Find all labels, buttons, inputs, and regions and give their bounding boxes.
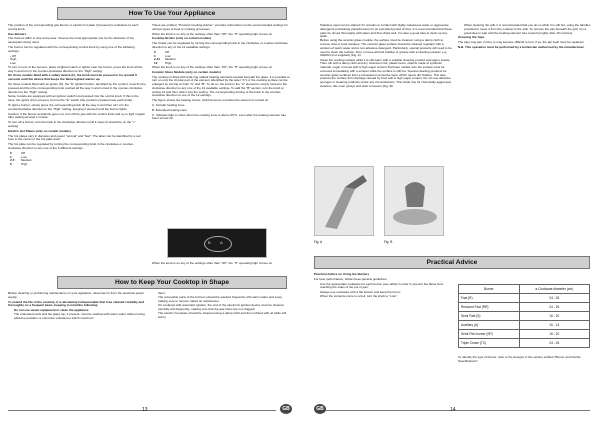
right-column-2 [458,24,592,209]
list-item: • them; [158,292,290,296]
list-item: • When cleaning the grill, it is recommended that you do so while it is still hot, using the handles provided to move it from the cooktop to the sink. To remove the pan beneath the grill, it is a good idea to wait until the heating element has cooled (roughly after 15 minutes). [464,24,592,35]
list-item: • Use the appropriate cookware for each burner (see table) in order to prevent the flame from reaching the sides of the pot or pan; [320,283,450,291]
paragraph: To turn off a burner, turn the knob in the clockwise direction until it stops (it should be on the "•" setting). [8,120,136,128]
paragraph: When the knob is on any of the settings other than "Off", the "H" operating light comes on. [152,262,273,265]
greasing-title: Greasing the Taps [458,35,485,40]
section-header-use: How To Use Your Appliance [57,7,287,20]
setting-item: 2-11 Medium [154,57,176,62]
bullet-list [158,292,290,319]
paragraph: Some models are equipped with an ignition switch incorporated into the control knob. If this is the case, the ignitor (D) is present, but not the "E" switch (the symbol is located near each knob). [8,94,139,103]
paragraph: On those models fitted with an ignitor (D), the "E" ignition button, identified by the symbol, must first be pressed and then the corresponding knob pushed all the way in and turned in the counter-clockwise direction to the "High" setting. [8,82,146,94]
table-row [459,294,590,303]
paragraph: When the knob is on any of the settings other than "Off", the "H" operating light comes on. [152,64,273,69]
paragraph: C. Indicator light to show when the cooking zone is above 60°C, even after the heating element has been turned off. [152,112,286,121]
paragraph: The position of the corresponding gas burner or electric hot plate (if present) is indicated on each control knob. [8,24,139,31]
setting-item: 1 Low [154,53,171,58]
burner-cell: Semi Fast (S) [459,312,520,321]
table-row [459,339,590,348]
section-header-maintenance: How to Keep Your Cooktop in Shape [57,276,287,289]
language-badge: GB [314,404,326,414]
paragraph: The cooktop is fitted with dual-ring radiant heating elements located beneath the glass. It is possible to turn on only the circular part of the element (identified by the letter "A") or the cooking surface can be enlarged by turning on both "A" and "B". To do so, the knob in the "A" element is simply turned in the clockwise direction to any one of the 12 available settings. To add the "B" section, turn the knob to setting 12 and then click it into the setting. The corresponding turning of the knob in the counter-clockwise direction to one of the 12 settings. [152,74,290,98]
greasing-note: N.B. This operation must be performed by a technician authorised by the manufacturer. [458,44,585,49]
table-note: To identify the type of burner, refer to the designs in the section entitled "Burner and Nozzle Specifications". [458,356,581,363]
paragraph: The hot plate can be regulated by turning the corresponding knob in the clockwise or counter-clockwise direction to any one of the 6 different settings: [8,142,135,150]
table-head-diameter: ø Cookware diameter (cm) [519,285,589,294]
paragraph: B. Extended heating zone [152,107,187,112]
table-head-burner: Burner [459,285,520,294]
bullet-list [320,283,450,299]
table-row [459,312,590,321]
diameter-cell: 16 - 20 [519,330,589,339]
paragraph: A. Circular heating zone [152,103,185,107]
setting-item: 0 Off [154,49,170,54]
diameter-cell: 10 - 14 [519,321,589,330]
paragraph: Ceramic Glass Module (only on certain models) [152,69,221,74]
paragraph: The burners differ in size and power. Choose the most appropriate one for the diameter of the saucepans being used. [8,36,134,45]
list-item: • The removable parts of the burners should be washed frequently with warm water and soap, making sure to remove caked on substances; [158,296,290,304]
diameter-cell: 16 - 20 [519,312,589,321]
list-item: • The enameled parts and the glass top, if present, must be washed with warm water without using abrasive powders or corrosive substances which could ruin [14,313,146,321]
paragraph: Electric Hot Plates (only on certain models) [8,128,71,133]
paragraph: To extend the life of the cooktop, it is absolutely indispensable that it be cleaned carefully and thoroughly on a frequent basis, keeping in mind the following: [8,299,145,308]
left-column-2 [152,24,290,129]
table-row [459,321,590,330]
footer-rule [324,410,590,411]
diameter-cell: 24 - 26 [519,294,589,303]
bullet-list [14,309,146,321]
setting-item: Low [10,61,16,66]
fig-b-caption: Fig. B [384,240,393,244]
advice-intro: For best performance, follow these general guidelines: [314,276,388,281]
paragraph: These are entitled, "Protocol Cooking Advice", provides information on the recommended settings for various types of food or cooking processes. [152,24,288,31]
paragraph: The broiler can be regulated by turning the corresponding knob in the clockwise or counter-clockwise direction to any of the 12 available settings: [152,41,288,50]
setting-list [152,51,290,66]
diameter-cell: 24 - 26 [519,339,589,348]
fig-b-image [384,166,444,236]
setting-item: 12 High [154,61,172,66]
paragraph: When the knob is on any of the settings other than "Off", the "H" operating light comes on. [152,31,273,36]
paragraph: Cooktop Broiler (only on certain models) [152,36,212,41]
ceramic-module-figure [167,228,267,258]
advice-title: Practical Advice on Using the Burners [314,273,370,276]
fig-a-image [314,166,374,236]
fig-a-caption: Fig. A [314,240,323,244]
setting-item: 1 Low [10,154,27,159]
burner-cell: Triple Crown (TC) [459,339,520,348]
setting-item: 2-5 Medium [10,158,32,163]
maintenance-column-1 [8,292,146,402]
paragraph: The burner can be regulated with the corresponding control knob by using one of the following settings: [8,45,135,53]
list-item: • On cooktops with automatic ignition, the end of the electronic ignition device must be cleaned carefully and frequently, making sure that the gas holes are not clogged; [158,304,290,312]
cleaning-illustration [385,167,445,237]
greasing-text: The taps may jam in time or may become difficult to turn; if so, the tap itself must be replaced. [458,40,585,45]
setting-item: 6 High [10,162,28,167]
diameter-cell: 24 - 26 [519,303,589,312]
paragraph: Gas Burners [8,31,27,36]
setting-list [8,152,146,167]
maintenance-column-2 [152,292,290,402]
burner-cell: Reduced Fast (RR) [459,303,520,312]
left-column-2-tail [152,262,290,272]
list-item: • The electric hot plates should be cleaned using a damp cloth and then rubbed with oil while still warm; [158,312,290,320]
burner-cell: Auxiliary (A) [459,321,520,330]
burner-cell: Semi-Fish burner (SP) [459,330,520,339]
paragraph: On those models fitted with a safety device (F), the knob must be pressed in for around 6 seconds until the device that keeps the flame lighted warms up. [8,73,137,82]
advice-column [314,273,450,333]
paragraph: The hot plates vary in diameter and power "normal" and "fast". The latter can be identified by a red bore in the center of the hot plate itself. [8,133,141,142]
zone-a-label: A [220,240,223,245]
language-badge: GB [280,404,292,414]
page-number: 13 [142,407,148,413]
list-item: • Stainless steel can be stained if it remains in contact with highly calcareous water or aggressive detergents (containing phosphorous) for an extended period of time. It is recommended that these parts be rinsed thoroughly with water and then dried well. It is also a good idea to clean up any spills. [320,24,452,39]
burner-table [458,284,590,348]
zone-b-label: B [208,240,211,245]
bullet-list [464,24,592,35]
table-row [459,330,590,339]
paragraph: The figure shows the heating zones, which become red when the element is turned on: [152,98,270,103]
setting-item: High [10,57,17,62]
list-item: • Before using the ceramic glass module, the surface must be cleaned, using a damp cloth to remove dust or food residues. The ceramic glass surface should be cleaned regularly with a solution of warm water and a non-abrasive detergent. Particularly, special products will need to be used to clean the surface. First, remove all food buildup or grease with a cleaning scraper, e.g. CERAN (not supplied) (Fig. A). [320,39,452,58]
right-page [300,0,600,424]
section-header-advice: Practical Advice [314,256,590,269]
scraper-illustration [315,167,375,237]
bullet-list [320,24,452,89]
list-item: • Clean the cooking surface while it is still warm with a suitable cleaning product and paper towels. Then rub with a damp cloth and dry. Aluminum foil, plastic items, objects made of synthetic material, sugar or foods with a high sugar content that have melted onto the surface must be removed immediately with a scraper while the surface is still hot. Special cleaning products for ceramic glass surfaces form a transparent protective layer which repels dirt buildup. This also protects the surface from damage caused by food with a high sugar content. Do not use abrasive sponges or cleaning products under any circumstances. This holds true for chemically aggressive cleaners, like oven sprays and stain removers (Fig. B). [320,59,452,89]
table-row [459,303,590,312]
burner-cell: Fast (R) [459,294,520,303]
list-item: • Always use cookware with a flat bottom and keep the lid on; [320,291,450,295]
left-column-1 [8,24,146,262]
paragraph: Caution: If the burner accidently goes out, turn off the gas with the control knob and try to light it again after waiting at least 1 minute. [8,111,145,120]
list-item: • When the contents come to a boil, turn the knob to "Low". [320,295,450,299]
paragraph: To turn on one of the burners, place a lighted match or lighter near the burner, press the knob all the way in and turn in the counter-clockwise direction to the "High" setting. [8,64,143,73]
list-item: • Do not use steam equipment to clean the appliance. [14,309,146,313]
page-number: 14 [450,407,456,413]
paragraph: To light a burner, simply press the corresponding knob all the way in and then turn it in the counterclockwise direction to the "High" setting, keeping it pressed until the burner lights. [8,103,129,111]
setting-item: • Off [10,53,16,58]
setting-item: 0 Off [10,150,26,155]
paragraph: Before cleaning or performing maintenance on your appliance, disconnect it from the electrical power supply. [8,292,144,299]
